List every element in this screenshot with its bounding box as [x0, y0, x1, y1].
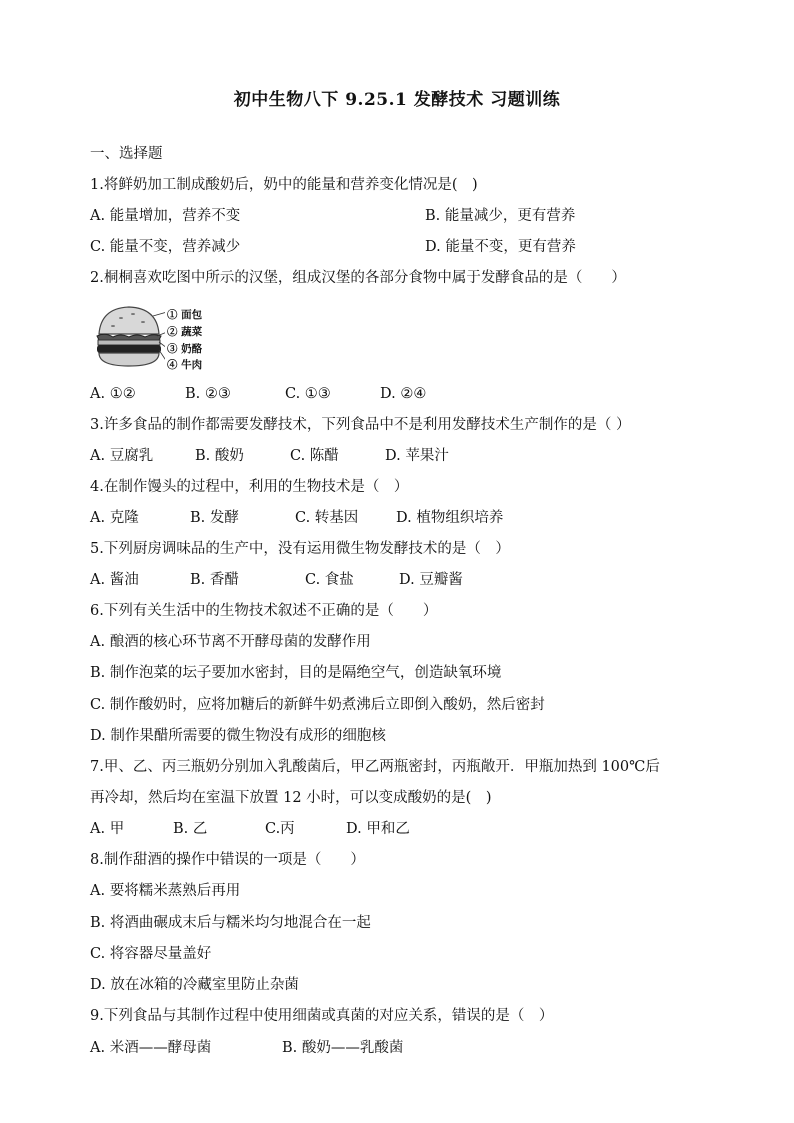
question-8-option-a: A. 要将糯米蒸熟后再用: [90, 883, 241, 899]
question-1-option-c: C. 能量不变，营养减少: [90, 239, 241, 255]
question-2-option-b: B. ②③: [185, 386, 231, 402]
section-heading: 一、选择题: [90, 146, 163, 162]
figure-label-bread: ① 面包: [167, 309, 203, 321]
question-3-option-d: D. 苹果汁: [385, 448, 449, 464]
question-1-stem: 1.将鲜奶加工制成酸奶后，奶中的能量和营养变化情况是( ): [90, 177, 478, 193]
question-4-option-a: A. 克隆: [90, 510, 139, 526]
figure-label-cheese: ③ 奶酪: [167, 343, 203, 355]
question-4-option-c: C. 转基因: [295, 510, 359, 526]
page-title: 初中生物八下 9.25.1 发酵技术 习题训练: [233, 90, 561, 110]
question-2-stem: 2.桐桐喜欢吃图中所示的汉堡，组成汉堡的各部分食物中属于发酵食品的是（ ）: [90, 270, 626, 286]
question-6-option-a: A. 酿酒的核心环节离不开酵母菌的发酵作用: [90, 634, 371, 650]
question-4-stem: 4.在制作馒头的过程中，利用的生物技术是（ ）: [90, 479, 409, 495]
question-3-option-a: A. 豆腐乳: [90, 448, 154, 464]
question-9-stem: 9.下列食品与其制作过程中使用细菌或真菌的对应关系，错误的是（ ）: [90, 1008, 554, 1024]
question-8-option-b: B. 将酒曲碾成末后与糯米均匀地混合在一起: [90, 915, 371, 931]
question-1-option-a: A. 能量增加，营养不变: [90, 208, 241, 224]
figure-label-beef: ④ 牛肉: [167, 359, 203, 371]
question-8-option-c: C. 将容器尽量盖好: [90, 946, 212, 962]
question-4-option-b: B. 发酵: [190, 510, 239, 526]
question-1-option-b: B. 能量减少，更有营养: [425, 208, 576, 224]
question-6-option-c: C. 制作酸奶时，应将加糖后的新鲜牛奶煮沸后立即倒入酸奶，然后密封: [90, 697, 545, 713]
question-2-option-d: D. ②④: [380, 386, 427, 402]
hamburger-figure: [93, 302, 243, 374]
question-9-option-b: B. 酸奶——乳酸菌: [282, 1040, 404, 1056]
question-3-option-b: B. 酸奶: [195, 448, 244, 464]
figure-label-vegetable: ② 蔬菜: [167, 326, 203, 338]
question-7-option-d: D. 甲和乙: [346, 821, 410, 837]
question-9-option-a: A. 米酒——酵母菌: [90, 1040, 212, 1056]
question-3-option-c: C. 陈醋: [290, 448, 339, 464]
question-6-option-b: B. 制作泡菜的坛子要加水密封，目的是隔绝空气，创造缺氧环境: [90, 665, 502, 681]
question-6-option-d: D. 制作果醋所需要的微生物没有成形的细胞核: [90, 728, 386, 744]
question-5-option-a: A. 酱油: [90, 572, 139, 588]
question-7-option-c: C.丙: [265, 821, 295, 837]
question-2-option-c: C. ①③: [285, 386, 331, 402]
question-7-stem-continued: 再冷却，然后均在室温下放置 12 小时，可以变成酸奶的是( ): [90, 790, 492, 806]
hamburger-illustration: [93, 302, 165, 374]
question-2-option-a: A. ①②: [90, 386, 136, 402]
question-3-stem: 3.许多食品的制作都需要发酵技术，下列食品中不是利用发酵技术生产制作的是（ ）: [90, 417, 631, 433]
question-5-option-c: C. 食盐: [305, 572, 354, 588]
question-8-option-d: D. 放在冰箱的冷藏室里防止杂菌: [90, 977, 299, 993]
question-5-option-b: B. 香醋: [190, 572, 239, 588]
question-5-option-d: D. 豆瓣酱: [399, 572, 463, 588]
question-7-option-b: B. 乙: [173, 821, 208, 837]
question-7-option-a: A. 甲: [90, 821, 125, 837]
question-1-option-d: D. 能量不变，更有营养: [425, 239, 576, 255]
question-4-option-d: D. 植物组织培养: [396, 510, 504, 526]
question-8-stem: 8.制作甜酒的操作中错误的一项是（ ）: [90, 852, 365, 868]
question-7-stem: 7.甲、乙、丙三瓶奶分别加入乳酸菌后，甲乙两瓶密封，丙瓶敞开．甲瓶加热到 100℃后: [90, 759, 660, 775]
question-6-stem: 6.下列有关生活中的生物技术叙述不正确的是（ ）: [90, 603, 438, 619]
question-5-stem: 5.下列厨房调味品的生产中，没有运用微生物发酵技术的是（ ）: [90, 541, 510, 557]
